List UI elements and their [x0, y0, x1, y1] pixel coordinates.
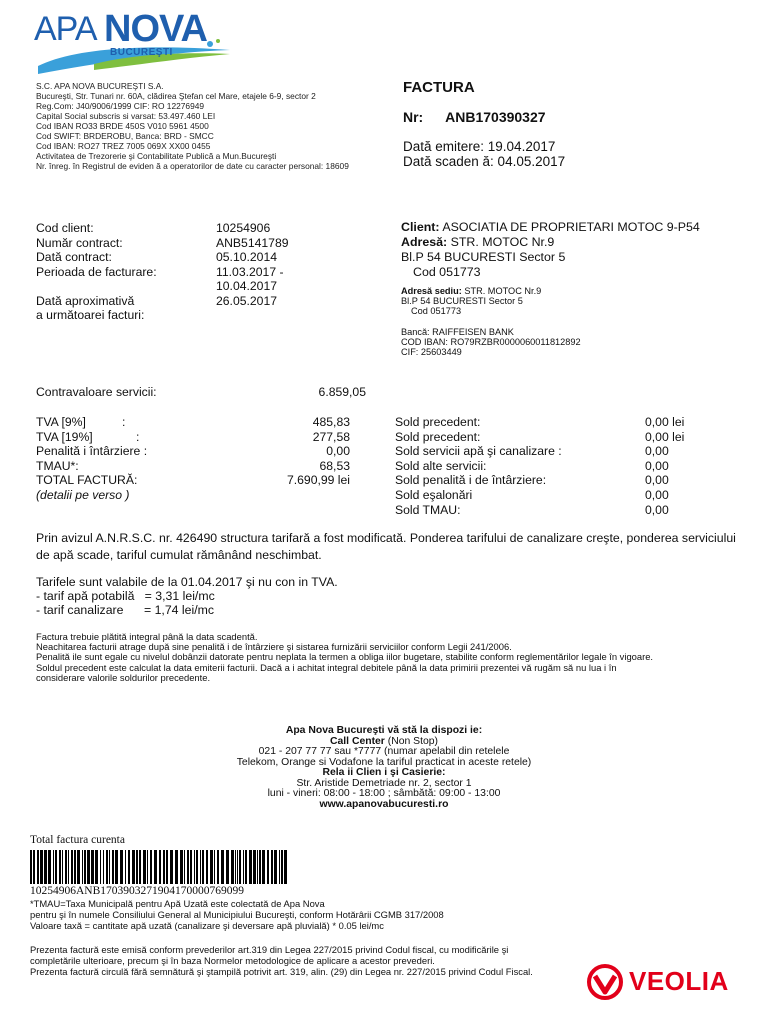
client-address: STR. MOTOC Nr.9 [450, 235, 555, 249]
balance-value: 0,00 [645, 458, 669, 473]
legal-line: Soldul precedent este calculat la data emiterii facturii. Dacă a i achitat integral debitele până la data primirii prezentei vă rugăm să nu lua i în [36, 661, 617, 673]
website-link[interactable]: www.apanovabucuresti.ro [319, 798, 449, 810]
barcode-bar [74, 850, 76, 884]
barcode-bar [262, 850, 265, 884]
tariff-info [36, 575, 338, 618]
barcode-bar [82, 850, 83, 884]
barcode-bar [84, 850, 86, 884]
sediu-value: STR. MOTOC Nr.9 [464, 286, 542, 296]
balances [395, 415, 687, 517]
contravaloare-value: 6.859,05 [318, 385, 366, 399]
detail-note [36, 488, 350, 503]
total-label: TMAU*: [36, 458, 79, 473]
contract-info [36, 221, 366, 323]
balance-value: 0,00 [645, 502, 669, 517]
info-label: a următoarei facturi: [36, 308, 145, 322]
call-center-phones: 021 - 207 77 77 sau *7777 (numar apelabil din retelele [258, 746, 510, 757]
office-hours: luni - vineri: 08:00 - 18:00 ; sâmbătă: 09:00 - 13:00 [267, 788, 501, 799]
barcode-bar [77, 850, 80, 884]
barcode-bar [274, 850, 277, 884]
tmau-notes [30, 898, 444, 931]
barcode-bar [239, 850, 241, 884]
barcode-bar [40, 850, 43, 884]
total-row [36, 415, 350, 430]
info-row [36, 265, 366, 280]
barcode-bar [281, 850, 283, 884]
balance-label: Sold precedent: [395, 415, 481, 429]
balance-value: 0,00 [645, 444, 669, 459]
client-sediu [401, 287, 541, 316]
contact-block [184, 726, 584, 810]
tmau-line: *TMAU=Taxa Municipală pentru Apă Uzată este colectată de Apa Nova [30, 898, 325, 909]
company-line: Capital Social subscris si varsat: 53.497.460 LEI [36, 111, 216, 121]
balance-row [395, 444, 687, 459]
barcode-bar [55, 850, 57, 884]
barcode-bar [125, 850, 126, 884]
barcode-bar [62, 850, 63, 884]
client-address-line3: Cod 051773 [413, 265, 481, 279]
barcode-bar [53, 850, 54, 884]
barcode-bar [231, 850, 234, 884]
info-value: 10.04.2017 [216, 279, 277, 293]
legal-notes [36, 632, 653, 683]
call-center-label: Call Center [330, 735, 385, 747]
balance-label: Sold servicii apă şi canalizare : [395, 444, 562, 459]
barcode-bar [65, 850, 67, 884]
info-label: Perioada de facturare: [36, 264, 157, 279]
veolia-wordmark: VEOLIA [629, 966, 729, 996]
invoice-number-label: Nr: [403, 109, 424, 125]
sediu-line3: Cod 051773 [411, 305, 462, 316]
total-value: 7.690,99 lei [286, 473, 350, 488]
relations-label: Rela ii Clien i şi Casierie: [322, 767, 446, 778]
info-row [36, 279, 366, 294]
tariff-water: - tarif apă potabilă = 3,31 lei/mc [36, 589, 215, 604]
total-value: 68,53 [319, 458, 350, 473]
barcode-bar [115, 850, 118, 884]
info-value: ANB5141789 [216, 235, 289, 250]
balance-row [395, 503, 687, 518]
issue-date: Dată emitere: 19.04.2017 [403, 139, 556, 154]
barcode-bar [284, 850, 287, 884]
company-line: Cod IBAN RO33 BRDE 450S V010 5961 4500 [36, 121, 209, 131]
total-sep: : [136, 429, 140, 444]
total-value: 0,00 [326, 444, 350, 459]
barcode-bar [267, 850, 269, 884]
balance-value: 0,00 lei [645, 429, 685, 444]
barcode-bar [259, 850, 261, 884]
info-row [36, 221, 366, 236]
tariff-intro: Tarifele sunt valabile de la 01.04.2017 şi nu con in TVA. [36, 575, 338, 589]
barcode-bar [95, 850, 98, 884]
barcode-bar [249, 850, 252, 884]
veolia-symbol-icon [585, 962, 625, 1002]
barcode-bar [37, 850, 39, 884]
logo-nova-text: NOVA [104, 8, 207, 50]
barcode-bar [100, 850, 101, 884]
fiscal-notes [30, 944, 533, 977]
barcode-bar [166, 850, 168, 884]
barcode-bar [235, 850, 236, 884]
info-label: Număr contract: [36, 235, 123, 250]
barcode-bar [170, 850, 173, 884]
client-bank [401, 328, 581, 357]
total-label: TOTAL FACTURĂ: [36, 473, 138, 488]
tariff-sewer: - tarif canalizare = 1,74 lei/mc [36, 603, 215, 618]
balance-label: Sold alte servicii: [395, 458, 487, 473]
balance-label: Sold eşalonări [395, 487, 473, 502]
logo-apa-text: APA [34, 10, 97, 48]
contact-heading: Apa Nova Bucureşti vă stă la dispozi ie: [285, 725, 483, 736]
barcode-bar [214, 850, 215, 884]
balance-value: 0,00 lei [645, 415, 685, 429]
info-label: Dată aproximativă [36, 293, 135, 308]
barcode-bar [180, 850, 183, 884]
barcode-bar [175, 850, 178, 884]
info-row [36, 308, 366, 323]
barcode-bar [253, 850, 256, 884]
balance-row [395, 459, 687, 474]
info-value: 05.10.2014 [216, 250, 277, 264]
total-value: 485,83 [312, 415, 350, 429]
invoice-number [403, 109, 546, 125]
barcode-bar [87, 850, 90, 884]
barcode-bar [196, 850, 198, 884]
barcode-bar [71, 850, 73, 884]
totals-left [36, 415, 350, 503]
fiscal-line: completările ulterioare, precum şi în baza Normelor metodologice de aplicare a acestor prevederi. [30, 955, 435, 966]
info-value: 26.05.2017 [216, 293, 277, 308]
barcode-bar [217, 850, 219, 884]
sediu-label: Adresă sediu: [401, 286, 462, 296]
barcode-bar [147, 850, 148, 884]
barcode-bar [194, 850, 195, 884]
total-label: Penalită i întârziere : [36, 444, 148, 459]
apa-nova-logo [34, 8, 234, 80]
barcode-bar [30, 850, 32, 884]
sediu-line2: Bl.P 54 BUCURESTI Sector 5 [401, 295, 523, 306]
balance-value: 0,00 [645, 487, 669, 502]
company-line: Nr. înreg. în Registrul de eviden ă a operatorilor de date cu caracter personal: 18609 [36, 161, 349, 171]
barcode-bar [190, 850, 192, 884]
barcode-bar [91, 850, 94, 884]
barcode-bar [210, 850, 213, 884]
invoice-title: FACTURA [403, 79, 475, 96]
total-row [36, 473, 350, 488]
balance-row [395, 473, 687, 488]
contravaloare-row [36, 385, 366, 400]
company-line: Cod IBAN: RO27 TREZ 7005 069X XX00 0455 [36, 141, 211, 151]
barcode-bar [184, 850, 185, 884]
barcode-bar [200, 850, 201, 884]
barcode-bar [132, 850, 135, 884]
bank-iban: COD IBAN: RO79RZBR0000060011812892 [401, 336, 581, 347]
legal-line: Neachitarea facturii atrage după sine penalită i de întârziere şi sistarea furnizării serviciilor conform Legii 241/2006. [36, 641, 512, 653]
barcode-bar [257, 850, 258, 884]
barcode-bar [136, 850, 138, 884]
total-label: TVA [9%] [36, 415, 86, 429]
barcode-bar [163, 850, 165, 884]
tmau-line: pentru şi în numele Consiliului General al Municipiului Bucureşti, conform Hotărârii CGMB 317/2008 [30, 909, 444, 920]
barcode-bar [44, 850, 47, 884]
tmau-line: Valoare taxă = cantitate apă uzată (canalizare şi deversare apă pluvială) * 0.05 lei/mc [30, 920, 384, 931]
balance-label: Sold precedent: [395, 429, 481, 444]
barcode-number: 10254906ANB1703903271904170000769099 [30, 885, 245, 897]
info-row [36, 294, 366, 309]
legal-line: considerare valorile soldurilor precedente. [36, 671, 211, 683]
contravaloare-label: Contravaloare servicii: [36, 385, 157, 399]
barcode-bar [109, 850, 110, 884]
barcode-title: Total factura curenta [30, 834, 125, 846]
barcode-bar [271, 850, 273, 884]
barcode-bar [68, 850, 69, 884]
barcode-bar [112, 850, 114, 884]
total-row [36, 430, 350, 445]
barcode-bar [33, 850, 35, 884]
company-line: Activitatea de Trezorerie şi Contabilitate Publică a Mun.Bucureşti [36, 151, 277, 161]
detail-link-text: (detalii pe verso ) [36, 487, 130, 502]
bank-name: Bancă: RAIFFEISEN BANK [401, 327, 514, 337]
balance-row [395, 488, 687, 503]
company-line: Cod SWIFT: BRDEROBU, Banca: BRD - SMCC [36, 131, 214, 141]
info-row [36, 236, 366, 251]
tariff-notice: Prin avizul A.N.R.S.C. nr. 426490 structura tarifară a fost modificată. Ponderea tarifului de canalizare creşte, ponderea serviciului de apă scade, tariful cumulat rămânând neschimbat. [36, 531, 736, 562]
info-row [36, 250, 366, 265]
barcode-bar [221, 850, 224, 884]
barcode-bar [139, 850, 141, 884]
info-label: Cod client: [36, 221, 94, 235]
company-line: S.C. APA NOVA BUCUREŞTI S.A. [36, 81, 164, 91]
barcode-bar [154, 850, 157, 884]
company-line: Reg.Com: J40/9006/1999 CIF: RO 12276949 [36, 101, 205, 111]
client-address-line2: Bl.P 54 BUCURESTI Sector 5 [401, 250, 566, 264]
client-name-label: Client: [401, 220, 440, 234]
legal-line: Factura trebuie plătită integral până la data scadentă. [36, 631, 258, 642]
barcode-bar [128, 850, 130, 884]
balance-label: Sold penalită i de întârziere: [395, 473, 547, 488]
barcode-bar [187, 850, 189, 884]
info-label: Dată contract: [36, 250, 112, 264]
company-info [36, 81, 349, 171]
barcode-bar [279, 850, 280, 884]
fiscal-line: Prezenta factură circulă fără semnătură şi ştampilă potrivit art. 319, alin. (29) din Legea nr. 227/2015 privind Codul Fiscal. [30, 966, 533, 977]
barcode-bar [59, 850, 61, 884]
barcode-bar [120, 850, 123, 884]
call-center-note: (Non Stop) [384, 735, 438, 747]
barcode-bar [150, 850, 152, 884]
client-name: ASOCIATIA DE PROPRIETARI MOTOC 9-P54 [442, 220, 700, 234]
info-value: 11.03.2017 - [216, 264, 284, 279]
invoice-dates [403, 139, 565, 169]
barcode-bar [226, 850, 229, 884]
barcode-bar [245, 850, 247, 884]
balance-label: Sold TMAU: [395, 502, 461, 517]
company-line: Bucureşti, Str. Tunari nr. 60A, clădirea Ştefan cel Mare, etajele 6-9, sector 2 [36, 91, 316, 101]
fiscal-line: Prezenta factură este emisă conform prevederilor art.319 din Legea 227/2015 privind Codul fiscal, cu modificările şi [30, 944, 509, 955]
legal-line: Penalită ile sunt egale cu nivelul dobânzii datorate pentru neplata la termen a obliga iilor bugetare, stabilite conform reglementărilor legale în vigoare. [36, 651, 654, 663]
total-value: 277,58 [312, 429, 350, 444]
due-date: Dată scaden ă: 04.05.2017 [403, 154, 566, 169]
balance-row [395, 430, 687, 445]
barcode-bar [106, 850, 108, 884]
client-cif: CIF: 25603449 [401, 346, 462, 357]
total-sep: : [122, 415, 126, 429]
veolia-logo [585, 962, 745, 1002]
office-address: Str. Aristide Demetriade nr. 2, sector 1 [296, 777, 472, 789]
balance-row [395, 415, 687, 430]
barcode-bar [159, 850, 161, 884]
client-address-label: Adresă: [401, 235, 448, 249]
barcode-bar [237, 850, 238, 884]
info-value: 10254906 [216, 221, 271, 235]
barcode-bar [206, 850, 208, 884]
barcode-bar [202, 850, 204, 884]
total-row [36, 459, 350, 474]
call-center-operators: Telekom, Orange si Vodafone la tariful practicat in aceste retele) [236, 756, 532, 768]
barcode-bar [103, 850, 104, 884]
balance-value: 0,00 [645, 473, 669, 488]
invoice-number-value: ANB170390327 [445, 109, 546, 125]
client-block [401, 220, 700, 280]
total-row [36, 444, 350, 459]
barcode-bar [143, 850, 146, 884]
logo-city-text: BUCUREŞTI [110, 47, 173, 58]
total-label: TVA [19%] [36, 429, 93, 444]
barcode-bar [243, 850, 244, 884]
barcode [30, 850, 290, 884]
barcode-bar [48, 850, 51, 884]
